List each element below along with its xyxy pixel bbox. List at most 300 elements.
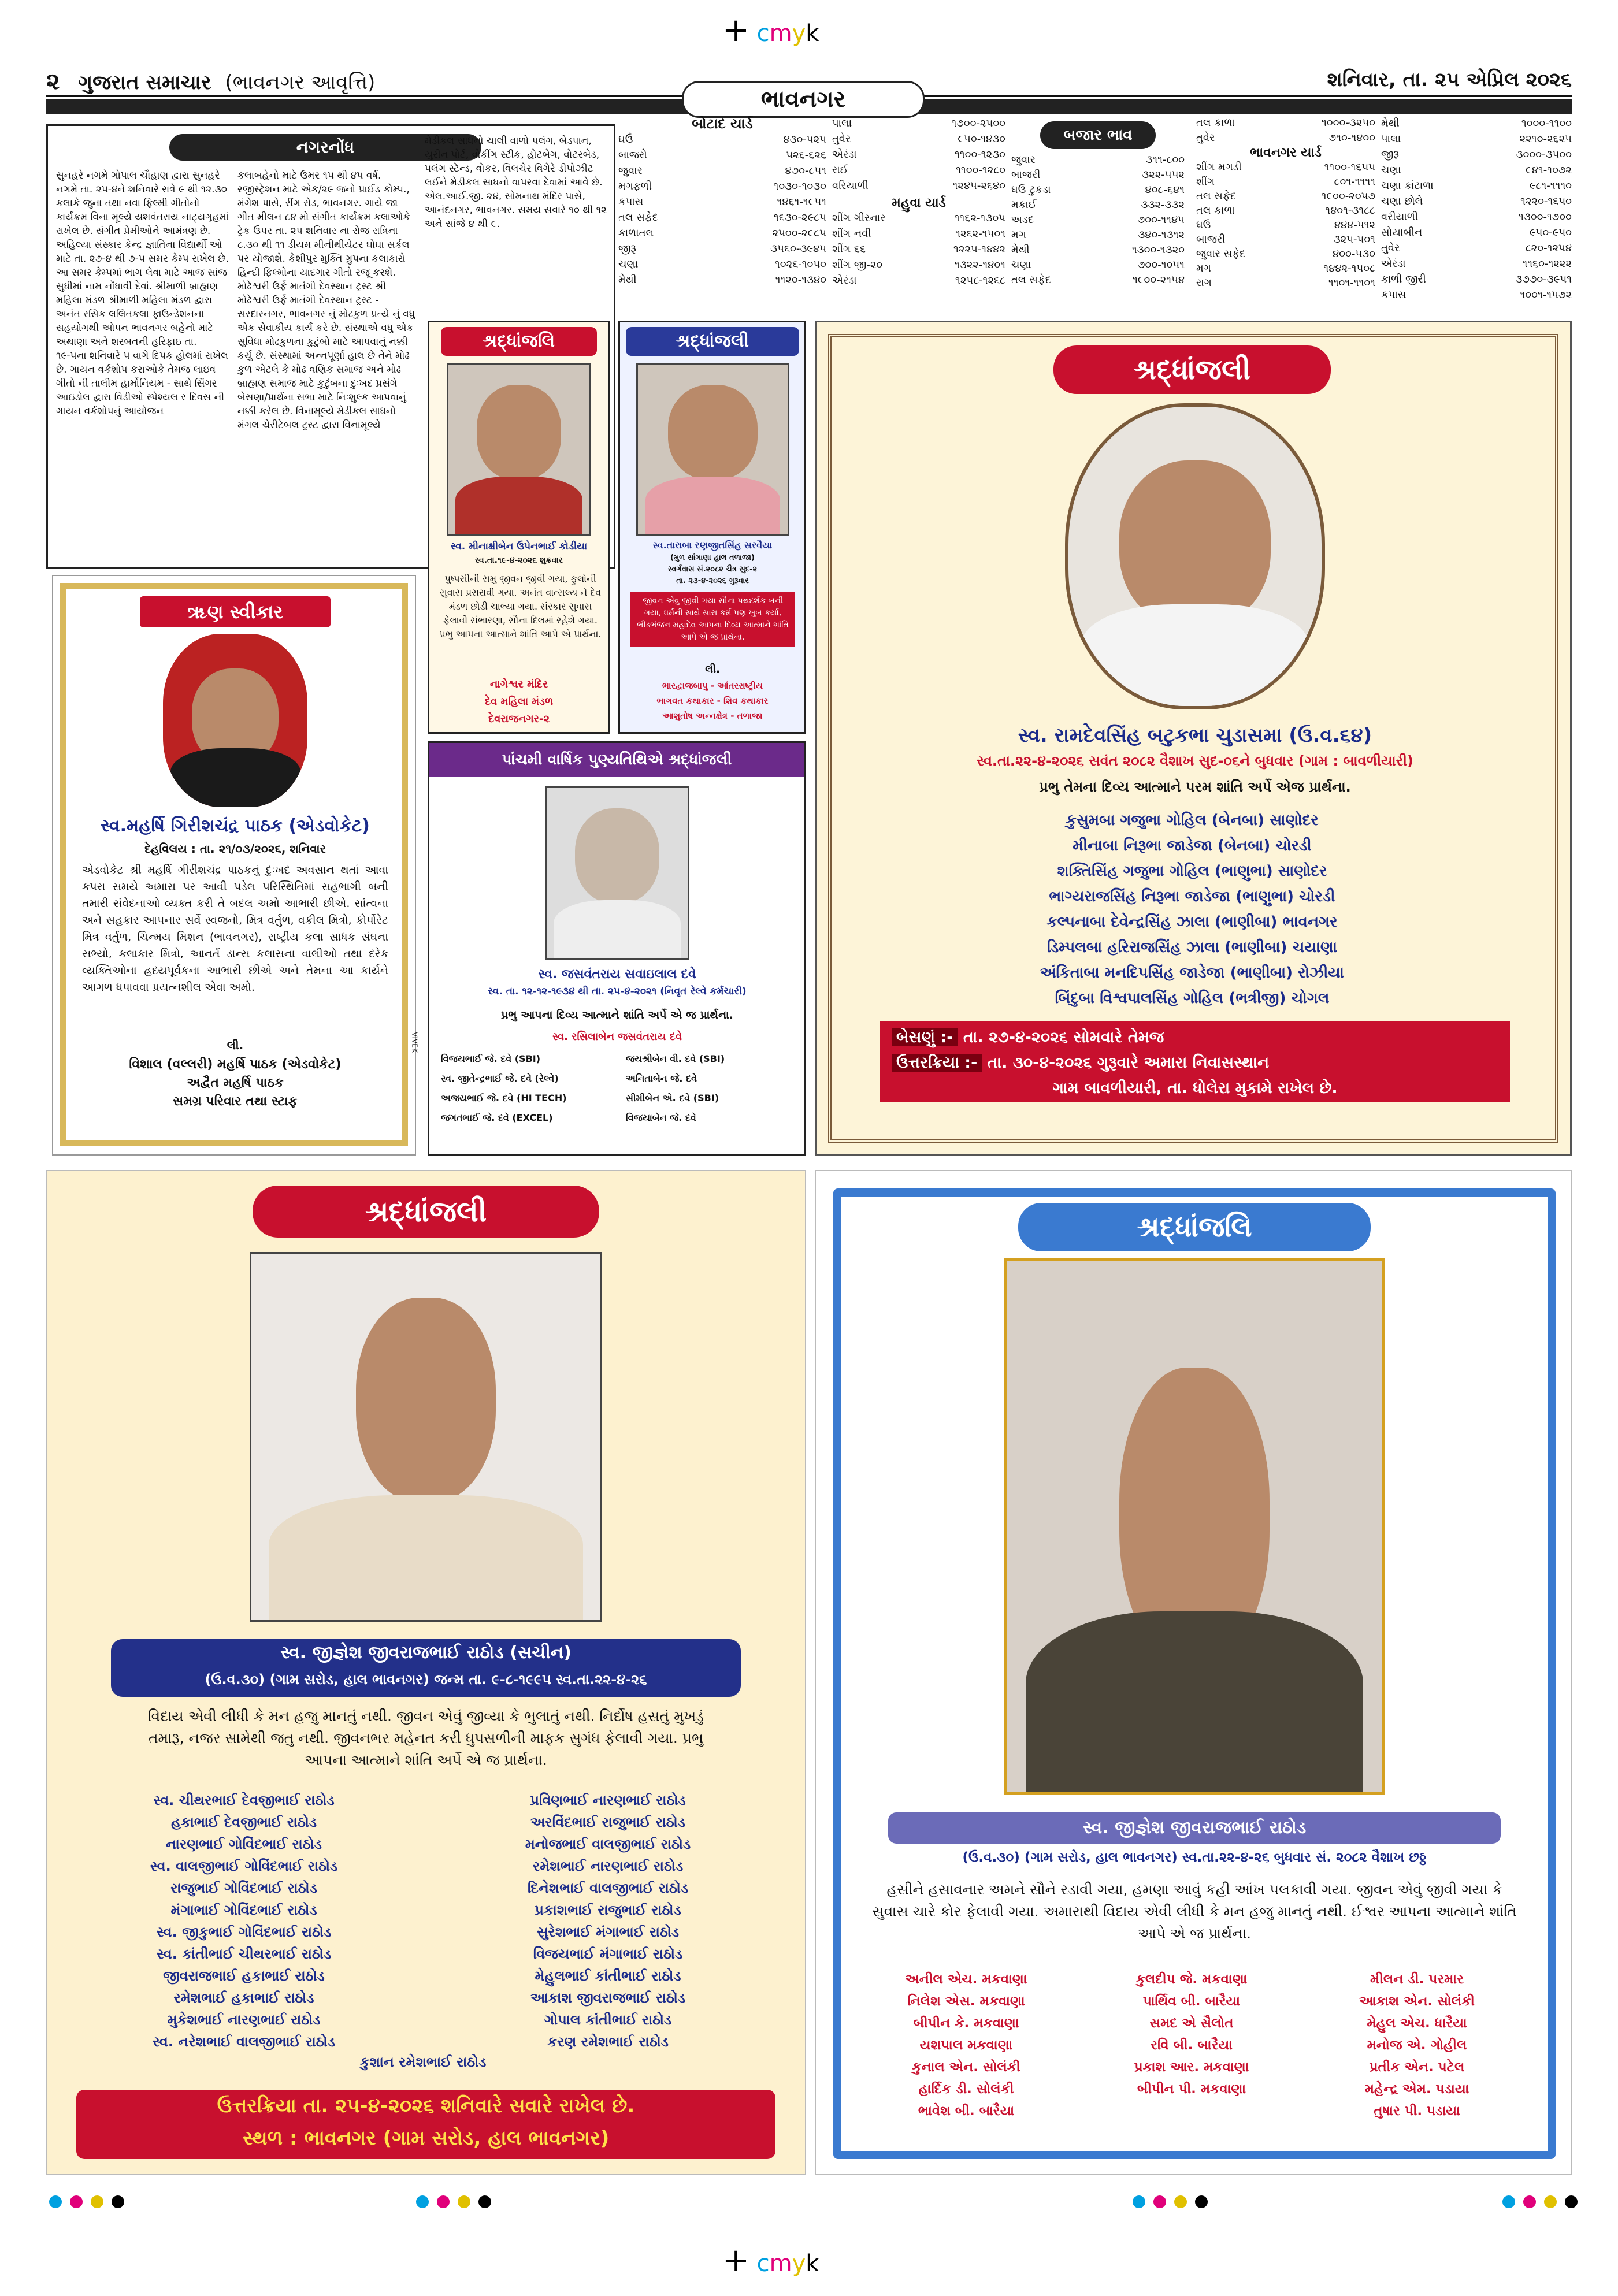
price-row xyxy=(832,210,1005,226)
commodity: બાજરી xyxy=(1196,233,1226,246)
price: ૧૦૩૦-૧૦૩૦ xyxy=(773,180,826,192)
punya-date: સ્વ. તા. ૧૨-૧૨-૧૯૩૪ થી તા. ૨૫-૪-૨૦૨૧ (નિવૃત રેલ્વે કર્મચારી) xyxy=(488,986,747,997)
ad5-title: શ્રદ્ધાંજલી xyxy=(1053,345,1331,394)
commodity: જુવાર xyxy=(1011,154,1036,166)
price: ૪૦૦-૫૩૦ xyxy=(1333,248,1375,260)
ad6-photo xyxy=(250,1252,602,1622)
price: ૧૯૦૦-૨૦૫૭ xyxy=(1321,190,1375,202)
name-entry: સ્વ. વાલજીભાઈ ગોવિંદભાઈ રાઠોડ xyxy=(150,1858,338,1874)
botad-yard xyxy=(618,116,826,312)
ad6-u1: ઉત્તરક્રિયા તા. ૨૫-૪-૨૦૨૬ શનિવારે સવારે રાખેલ છે. xyxy=(217,2094,635,2117)
tribute-ad-2 xyxy=(618,321,806,734)
commodity: તલ સફેદ xyxy=(1196,190,1236,202)
color-dots-mid1 xyxy=(416,2195,491,2208)
price: ૪૦૮-૬૪૧ xyxy=(1145,184,1185,196)
ad2-org-1: ભારદ્વાજબાપુ - આંતરરાષ્ટ્રીય xyxy=(662,681,763,691)
name-entry: પ્રતીક એન. પટેલ xyxy=(1369,2060,1465,2075)
price: ૩૫૬૦-૩૯૪૫ xyxy=(770,243,826,255)
price: ૨૨૧૦-૨૬૨૫ xyxy=(1519,133,1572,145)
price-row xyxy=(1381,131,1572,147)
price: ૧૧૦૦-૧૨૮૦ xyxy=(956,164,1005,176)
commodity: જુવાર સફેદ xyxy=(1196,248,1246,260)
color-dots-right xyxy=(1502,2195,1578,2208)
price-row xyxy=(1381,147,1572,162)
name-entry: મીલન ડી. પરમાર xyxy=(1370,1972,1464,1987)
ad7-sub: (ઉ.વ.૩૦) (ગામ સરોડ, હાલ ભાવનગર) સ્વ.તા.૨૨-૪-૨૬ બુધવાર સં. ૨૦૮૨ વૈશાખ છઠ્ઠ xyxy=(962,1850,1427,1865)
price: ૧૪૪૨-૧૫૦૮ xyxy=(1323,262,1375,274)
price-row xyxy=(832,242,1005,257)
price-row xyxy=(618,210,826,225)
price-row xyxy=(1011,258,1185,273)
ad6-sub: (ઉ.વ.૩૦) (ગામ સરોડ, હાલ ભાવનગર) જન્મ તા. ૯-૮-૧૯૯૫ સ્વ.તા.૨૨-૪-૨૬ xyxy=(205,1671,647,1688)
ad2-org-3: આશુતોષ અન્નક્ષેત્ર - તળાજા xyxy=(662,711,763,721)
name-entry: સ્વ. ચીથરભાઈ દેવજીભાઈ રાઠોડ xyxy=(153,1792,335,1808)
name-entry: મેહુલ એચ. ધારૈયા xyxy=(1367,2016,1467,2031)
rin-text: એડવોકેટ શ્રી મહર્ષિ ગીરીશચંદ્ર પાઠકનું દુઃખદ અવસાન થતાં આવા કપરા સમયે અમારા પર આવી પડેલ પરિસ્થિતિમાં સહભાગી બની તમારી સંવેદનાઓ વ્યક્ત કરી તે બદલ અમો આભારી છીએ. સાંત્વના અને સહકાર આપનાર સર્વે સ્વજનો, મિત્ર વર્તુળ, વકીલ મિત્રો, કોર્પોરેટ મિત્ર વર્તુળ, ચિન્મય મિશન (ભાવનગર), રાષ્ટ્રીય કલા સાધક સંઘના સભ્યો, કલાકાર મિત્રો, આનર્ત ડાન્સ કલાસના વાલીઓ તથા દરેક વ્યક્તિઓના હ્રદયપૂર્વકના આભારી છીએ અને તેમના આ કાર્યને આગળ ધપાવવા પ્રયત્નશીલ એવા અમો. xyxy=(82,864,388,994)
botad2-table xyxy=(832,116,1005,194)
rin-sign-2: અદ્વૈત મહર્ષિ પાઠક xyxy=(187,1076,284,1090)
ad5-pray: પ્રભુ તેમના દિવ્ય આત્માને પરમ શાંતિ અર્પે એજ પ્રાર્થના. xyxy=(1039,779,1351,795)
jignesh-ad-right xyxy=(815,1170,1572,2175)
ad1-date: સ્વ.તા.૧૯-૪-૨૦૨૬ શુક્રવાર xyxy=(474,556,563,565)
name-entry: બીપીન પી. મકવાણા xyxy=(1137,2082,1246,2097)
price: ૧૭૦૦-૨૫૦૦ xyxy=(951,117,1005,129)
price-row xyxy=(618,147,826,163)
commodity: જુવાર xyxy=(618,165,643,177)
price: ૭૦૦-૧૧૪૫ xyxy=(1137,214,1185,226)
punya-title: પાંચમી વાર્ષિક પુણ્યતિથિએ શ્રદ્ધાંજલી xyxy=(429,743,804,777)
mahuva-title: મહુવા યાર્ડ xyxy=(892,196,946,210)
price: ૧૦૦૦-૩૨૫૦ xyxy=(1321,117,1375,129)
registration-mark-bottom: + cmyk xyxy=(722,2242,819,2279)
name-entry: આકાશ એન. સોલંકી xyxy=(1359,1994,1475,2009)
commodity: કપાસ xyxy=(618,196,644,208)
commodity: વરીયાળી xyxy=(1381,211,1419,223)
ad6-title: શ્રદ્ધાંજલી xyxy=(253,1186,599,1238)
commodity: બાજરો xyxy=(618,149,647,161)
commodity: જીરૂ xyxy=(1381,148,1399,161)
bajar-bhav-title: બજાર ભાવ xyxy=(1040,121,1156,149)
commodity: ચણા xyxy=(1011,259,1031,271)
color-dots-mid2 xyxy=(1133,2195,1208,2208)
ad2-text: જીવન એવું જીવી ગયા સૌના પથદર્શક બની ગયા, ધર્મની સાથે સારા કર્મ પણ ખુબ કર્યા, ભીડભંજન મહાદેવ આપના દિવ્ય આત્માને શાંતિ આપે એ જ પ્રાર્થના. xyxy=(630,592,795,647)
ad7-col-3 xyxy=(1313,1968,1521,2122)
ad6-last: કુશાન રમેશભાઈ રાઠોડ xyxy=(359,2054,487,2070)
price-row xyxy=(618,194,826,210)
name-entry: મીનાબા નિરૂભા જાડેજા (બેનબા) ચોરડી xyxy=(1073,837,1312,855)
name-entry: મુકેશભાઈ નારણભાઈ રાઠોડ xyxy=(167,2012,321,2028)
name-entry: સ્વ. જીકુભાઈ ગોવિંદભાઈ રાઠોડ xyxy=(156,1924,332,1940)
ad2-cap2: (મુળ સાંગાણા હાલ તળાજા) xyxy=(670,553,755,562)
name-entry: સુરેશભાઈ મંગાભાઈ રાઠોડ xyxy=(536,1924,680,1940)
commodity: એરંડા xyxy=(1381,258,1406,270)
commodity: અડદ xyxy=(1011,214,1034,226)
name-entry: હકાભાઈ દેવજીભાઈ રાઠોડ xyxy=(170,1814,317,1830)
price: ૩૧૧-૮૦૦ xyxy=(1145,154,1185,166)
edition: (ભાવનગર આવૃત્તિ) xyxy=(225,71,376,94)
ad6-list-right xyxy=(446,1789,770,2053)
bhav-yard-top xyxy=(1196,116,1375,146)
color-dots-left xyxy=(49,2195,124,2208)
besanu-text: તા. ૨૭-૪-૨૦૨૬ સોમવારે તેમજ xyxy=(963,1028,1164,1046)
ad1-title: શ્રદ્ધાંજલિ xyxy=(441,327,597,356)
rin-photo xyxy=(163,634,307,807)
price-row xyxy=(618,272,826,288)
name-entry: યશપાલ મકવાણા xyxy=(919,2038,1013,2053)
commodity: વરિયાળી xyxy=(832,180,869,192)
price-row xyxy=(1381,116,1572,131)
name-entry: જગતભાઈ જે. દવે (EXCEL) xyxy=(441,1112,553,1123)
punya-list-left xyxy=(441,1049,614,1128)
commodity: ચણા છોલે xyxy=(1381,195,1423,207)
commodity: શીંગ મગડી xyxy=(1196,161,1242,173)
commodity: શીંગ જી-૨૦ xyxy=(832,259,883,271)
ad6-name-box xyxy=(111,1639,741,1697)
uttarkriya-place: ગામ બાવળીયારી, તા. ધોલેરા મુકામે રાખેલ છે. xyxy=(1052,1079,1338,1097)
commodity: પાલા xyxy=(1381,133,1401,145)
ad7-text: હસીને હસાવનાર અમને સૌને રડાવી ગયા, હમણા આવું કહી આંખ પલકાવી ગયા. જીવન એવું જીવી ગયા કે સુવાસ ચારે કોર ફેલાવી ગયા. અમારાથી વિદાય એવી લીધી કે મન હજુ માનતું નથી. ઈશ્વર આપના આત્માને શાંતિ આપે એ જ પ્રાર્થના. xyxy=(872,1881,1517,1942)
ad6-name: સ્વ. જીજ્ઞેશ જીવરાજભાઈ રાઠોડ (સચીન) xyxy=(280,1643,572,1663)
rin-li: લી. xyxy=(227,1038,244,1052)
ad5-besanu-box xyxy=(880,1021,1510,1102)
name-entry: રમેશભાઈ હકાભાઈ રાઠોડ xyxy=(173,1990,314,2006)
price-row xyxy=(1381,256,1572,272)
price: ૭૧૦-૧૪૦૦ xyxy=(1328,132,1375,144)
name-entry: આકાશ જીવરાજભાઈ રાઠોડ xyxy=(530,1990,685,2006)
price: ૧૨૬૨-૧૫૦૧ xyxy=(955,228,1005,240)
punya-photo xyxy=(545,786,689,960)
price-row xyxy=(1011,243,1185,258)
commodity: ઘઉં xyxy=(1196,219,1211,231)
price-row xyxy=(618,163,826,179)
price-row xyxy=(1011,273,1185,288)
commodity: શીંગ xyxy=(1196,176,1215,188)
name-entry: કરણ રમેશભાઈ રાઠોડ xyxy=(547,2034,669,2050)
price: ૧૧૬૦-૧૨૨૨ xyxy=(1522,258,1572,270)
commodity: મેથી xyxy=(618,274,637,286)
price: ૧૦૦૦-૧૧૦૦ xyxy=(1521,117,1572,129)
price: ૪૩૦-૫૨૫ xyxy=(783,133,826,146)
price: ૩૨૨-૫૫૨ xyxy=(1142,169,1185,181)
name-entry: કુસુમબા ગજુભા ગોહિલ (બેનબા) સાણોદર xyxy=(1066,812,1319,829)
commodity: ઘઉં xyxy=(618,133,633,146)
price-row xyxy=(618,225,826,241)
besanu-label: બેસણું :- xyxy=(892,1028,958,1046)
bhav-yard-table xyxy=(1196,160,1375,290)
name-entry: મનોજભાઈ વાલજીભાઈ રાઠોડ xyxy=(525,1836,691,1852)
price: ૯૫૦-૯૫૦ xyxy=(1529,226,1572,239)
rin-title: ૠણ સ્વીકાર xyxy=(140,596,331,627)
rin-name: સ્વ.મહર્ષિ ગિરીશચંદ્ર પાઠક (એડવોકેટ) xyxy=(101,816,370,836)
botad-title: બોટાદ યાર્ડ xyxy=(692,116,753,132)
name-entry: ડિમ્પલબા હરિરાજસિંહ ઝાલા (ભાણીબા) ચયાણા xyxy=(1047,939,1337,956)
tribute-ad-1 xyxy=(428,321,610,734)
name-entry: જીવરાજભાઈ હકાભાઈ રાઠોડ xyxy=(163,1968,325,1984)
price: ૯૮૧-૧૧૧૦ xyxy=(1529,180,1572,192)
name-entry: હાર્દિક ડી. સોલંકી xyxy=(918,2082,1014,2097)
name-entry: સ્વ. નરેશભાઈ વાલજીભાઈ રાઠોડ xyxy=(153,2034,335,2050)
ad7-col-1 xyxy=(862,1968,1070,2122)
name-entry: મહેન્દ્ર એમ. પડાયા xyxy=(1364,2082,1469,2097)
price-row xyxy=(1011,168,1185,183)
price: ૧૨૨૫-૧૪૪૨ xyxy=(953,243,1005,255)
ad1-photo xyxy=(447,363,591,536)
price-row xyxy=(1381,209,1572,225)
ad2-caption: સ્વ.તારાબા રણજીતસિંહ સરવૈયા xyxy=(652,540,773,551)
price-row xyxy=(1381,194,1572,209)
price-row xyxy=(618,257,826,272)
price-row xyxy=(618,179,826,194)
commodity: તલ સફેદ xyxy=(618,211,658,224)
price: ૧૩૦૦-૧૭૦૦ xyxy=(1519,211,1572,223)
ad1-caption: સ્વ. મીનાક્ષીબેન ઉપેનભાઈ કોડીયા xyxy=(450,541,588,552)
commodity: શીંગ નવી xyxy=(832,228,871,240)
name-entry: અનીલ એચ. મકવાણા xyxy=(905,1972,1027,1987)
bhavnagar-yard xyxy=(1196,116,1375,312)
section-title: ભાવનગર xyxy=(682,81,925,118)
name-entry: સ્વ. કાંતીભાઈ ચીથરભાઈ રાઠોડ xyxy=(156,1946,332,1962)
commodity: મગ xyxy=(1196,262,1211,274)
commodity: તલ કાળા xyxy=(1196,205,1235,217)
punya-pray: પ્રભુ આપના દિવ્ય આત્માને શાંતિ અર્પે એ જ પ્રાર્થના. xyxy=(500,1009,734,1021)
name-entry: રાજુભાઈ ગોવિંદભાઈ રાઠોડ xyxy=(170,1880,317,1896)
commodity: તુવેર xyxy=(1196,132,1215,144)
uttarkriya-label: ઉત્તરક્રિયા :- xyxy=(892,1054,982,1072)
commodity: કપાસ xyxy=(1381,289,1407,301)
price: ૧૦૨૬-૧૦૫૦ xyxy=(774,258,826,270)
name-entry: બિંદુબા વિશ્વપાલસિંહ ગોહિલ (ભત્રીજી) ચોગલ xyxy=(1055,990,1330,1007)
ad7-title: શ્રદ્ધાંજલિ xyxy=(1018,1203,1371,1251)
price-row xyxy=(832,131,1005,147)
ad2-li: લી. xyxy=(705,663,720,675)
name-entry: કલ્પનાબા દેવેન્દ્રસિંહ ઝાલા (ભાણીબા) ભાવનગર xyxy=(1046,913,1338,931)
commodity: તલ કાળા xyxy=(1196,117,1235,129)
name-entry: પ્રકાશભાઈ રાજુભાઈ રાઠોડ xyxy=(535,1902,681,1918)
bajar-bhav xyxy=(1011,116,1185,312)
ad6-text: વિદાય એવી લીધી કે મન હજુ માનતું નથી. જીવન એવું જીવ્યા કે ભુલાતું નથી. નિર્દોષ હસતું મુખડું તમારૂ, નજર સામેથી જતુ નથી. જીવનભર મહેનત કરી ધુપસળીની માફક સુગંધ ફેલાવી ગયા. પ્રભુ આપના આત્માને શાંતિ અર્પે એ જ પ્રાર્થના. xyxy=(147,1708,704,1769)
name-entry: રવિ બી. બારૈયા xyxy=(1151,2038,1233,2053)
commodity: શીંગ ગીરનાર xyxy=(832,212,886,224)
name-entry: જયશ્રીબેન વી. દવે (SBI) xyxy=(626,1053,725,1064)
price: ૯૪૧-૧૦૭૨ xyxy=(1526,164,1572,176)
page-number: ૨ xyxy=(46,68,60,95)
price: ૨૫૦૦-૨૯૮૫ xyxy=(772,227,826,239)
commodity: મગફળી xyxy=(618,180,652,192)
price-row xyxy=(1196,203,1375,218)
price-row xyxy=(618,241,826,257)
rin-swikar-ad xyxy=(52,575,419,1156)
price: ૩૨૫-૫૦૧ xyxy=(1333,233,1375,246)
ad1-org xyxy=(432,676,606,728)
commodity: ચણા xyxy=(1381,164,1401,176)
price-row xyxy=(1011,183,1185,198)
name-entry: વિજયભાઈ મંગાભાઈ રાઠોડ xyxy=(533,1946,683,1962)
price-row xyxy=(832,147,1005,162)
price-row xyxy=(1196,247,1375,261)
price-row xyxy=(1381,162,1572,178)
price: ૧૧૦૦-૧૨૩૦ xyxy=(954,148,1005,161)
price: ૫૨૬-૬૨૬ xyxy=(786,149,826,161)
registration-mark-top: + cmyk xyxy=(722,12,819,49)
rin-date: દેહવિલય : તા. ૨૧/૦૩/૨૦૨૬, શનિવાર xyxy=(144,842,326,856)
ad5-names xyxy=(903,808,1481,1011)
ad5-date: સ્વ.તા.૨૨-૪-૨૦૨૬ સવંત ૨૦૮૨ વૈશાખ સુદ-૦૬ને બુધવાર (ગામ : બાવળીયારી) xyxy=(977,753,1413,769)
commodity: એરંડા xyxy=(832,148,857,161)
name-entry: ભાગ્યરાજસિંહ નિરૂભા જાડેજા (ભાણુભા) ચોરડી xyxy=(1049,888,1335,905)
rin-sign-3: સમગ્ર પરિવાર તથા સ્ટાફ xyxy=(173,1094,298,1109)
price-row xyxy=(1011,153,1185,168)
name-entry: વિજયભાઈ જે. દવે (SBI) xyxy=(441,1053,541,1064)
uttarkriya-text: તા. ૩૦-૪-૨૦૨૬ ગુરૂવારે અમારા નિવાસસ્થાન xyxy=(987,1054,1270,1072)
punyatithi-ad xyxy=(428,741,806,1156)
ad1-text: પુષ્પસીની સમુ જીવન જીવી ગયા, ફુલોની સુવાસ પ્રસરાવી ગયા. અનંત વાત્સલ્ય ને દેવ મંડળ છોડી ચાલ્યા ગયા. સંસ્કાર સુવાસ ફેલાવી સંભારણા, સૌના દિલમાં રહેશે ગયા. પ્રભુ આપના આત્માને શાંતિ આપે એ પ્રાર્થના. xyxy=(439,573,602,640)
ad6-u2: સ્થળ : ભાવનગર (ગામ સરોડ, હાલ ભાવનગર) xyxy=(242,2127,610,2150)
commodity: રાઈ xyxy=(832,164,848,176)
commodity: તુવેર xyxy=(1381,242,1400,254)
nagar-col-3: મેડીકલ સાધનો ચાલી વાળો પલંગ, બેડપાન, યુરીન પોર્ટ, વોકીંગ સ્ટીક, હોટબેગ, વોટરબેડ, પલંગ સ્ટેન્ડ, વોકર, વિલચેર વિગેરે ડીપોઝીટ લઈને મેડીકલ સાધનો વાપરવા દેવામાં આવે છે. એલ.આઈ.જી. ૨૪, સોમનાથ મંદિર પાસે, આનંદનગર, ભાવનગર. સમય સવારે ૧૦ થી ૧૨ અને સાંજે ૪ થી ૯. xyxy=(425,135,607,230)
name-entry: કુલદીપ જે. મકવાણા xyxy=(1135,1972,1248,1987)
bhav-yard-title: ભાવનગર યાર્ડ xyxy=(1250,146,1322,160)
name-entry: બીપીન કે. મકવાણા xyxy=(913,2016,1019,2031)
price: ૩૪૦-૧૩૧૨ xyxy=(1138,229,1185,241)
commodity: એરંડા xyxy=(832,274,857,287)
name-entry: દિનેશભાઈ વાલજીભાઈ રાઠોડ xyxy=(527,1880,689,1896)
nagar-nondh-title: નગરનોંધ xyxy=(169,134,481,161)
ad7-photo xyxy=(1004,1258,1385,1795)
price-row xyxy=(1196,276,1375,290)
commodity: મેથી xyxy=(1011,244,1030,256)
name-entry: પ્રકાશ આર. મકવાણા xyxy=(1134,2060,1249,2075)
price-row xyxy=(1196,174,1375,189)
commodity: મગ xyxy=(1011,229,1026,241)
name-entry: શક્તિસિંહ ગજુભા ગોહિલ (ભાણુભા) સાણોદર xyxy=(1057,863,1327,880)
botad-yard-2 xyxy=(832,116,1005,312)
name-entry: પાર્થિવ બી. બારૈયા xyxy=(1143,1994,1240,2009)
ad7-col-2 xyxy=(1088,1968,1296,2100)
price-row xyxy=(1381,225,1572,240)
name-entry: નિલેશ એસ. મકવાણા xyxy=(907,1994,1025,2009)
price-row xyxy=(1196,218,1375,232)
commodity: મકાઈ xyxy=(1011,199,1037,211)
commodity: બાજરી xyxy=(1011,169,1041,181)
name-entry: સીમીબેન એ. દવે (SBI) xyxy=(626,1093,719,1104)
ad2-cap3: સ્વર્ગવાસ સં.૨૦૮૨ ચૈત્ર સુદ-૨ xyxy=(667,565,758,574)
commodity: તુવેર xyxy=(832,133,851,145)
commodity: જીરૂ xyxy=(618,243,636,255)
name-entry: રમેશભાઈ નારણભાઈ રાઠોડ xyxy=(532,1858,684,1874)
price-row xyxy=(832,226,1005,242)
commodity: મેથી xyxy=(1381,117,1400,129)
bajar-table xyxy=(1011,153,1185,288)
name-entry: મેહુલભાઈ કાંતીભાઈ રાઠોડ xyxy=(535,1968,681,1984)
mahuva-table xyxy=(832,210,1005,288)
price: ૧૩૨૨-૧૪૦૧ xyxy=(954,259,1005,271)
price-row xyxy=(1011,213,1185,228)
name-entry: અનિતાબેન જે. દવે xyxy=(626,1073,697,1084)
commodity: ચણા xyxy=(618,258,639,270)
name-entry: મંગાભાઈ ગોવિંદભાઈ રાઠોડ xyxy=(170,1902,317,1918)
price-row xyxy=(1196,261,1375,276)
price: ૧૩૦૦-૧૩૨૦ xyxy=(1131,244,1185,256)
name-entry: વિજયાબેન જે. દવે xyxy=(626,1112,696,1123)
botad-table xyxy=(618,132,826,288)
price: ૧૨૫૮-૧૨૬૮ xyxy=(955,274,1005,287)
price: ૪૪૪-૫૧૨ xyxy=(1334,219,1375,231)
price-row xyxy=(1011,198,1185,213)
commodity: શીંગ ૬૬ xyxy=(832,243,866,255)
name-entry: પ્રવિણભાઈ નારણભાઈ રાઠોડ xyxy=(530,1792,686,1808)
price-row xyxy=(1196,131,1375,146)
name-entry: ભાવેશ બી. બારૈયા xyxy=(918,2104,1015,2119)
name-entry: અંકિતાબા મનદિપસિંહ જાડેજા (ભાણીબા) રોઝીયા xyxy=(1040,964,1344,982)
price-row xyxy=(1196,189,1375,203)
rin-vivek: VIVEK xyxy=(410,1032,419,1053)
bhavnagar-yard-2 xyxy=(1381,116,1572,312)
price: ૮૨૦-૧૨૫૪ xyxy=(1525,242,1572,254)
ad2-org-2: ભાગવત કથાકાર - શિવ કથાકાર xyxy=(656,696,769,706)
price: ૮૦૧-૧૧૧૧ xyxy=(1334,176,1375,188)
commodity: સોયાબીન xyxy=(1381,226,1423,239)
commodity: ઘઉં ટુકડા xyxy=(1011,184,1051,196)
price-row xyxy=(832,116,1005,131)
price-row xyxy=(1381,178,1572,194)
price: ૧૨૪૫-૨૬૪૦ xyxy=(952,180,1005,192)
price-row xyxy=(832,273,1005,288)
price: ૧૪૬૧-૧૯૫૧ xyxy=(777,196,826,208)
paper-name: ગુજરાત સમાચાર xyxy=(78,71,211,94)
punya-list-right xyxy=(626,1049,799,1128)
price-row xyxy=(1381,240,1572,256)
price: ૩૩૨-૩૩૨ xyxy=(1141,199,1185,211)
price: ૧૧૨૦-૧૩૪૦ xyxy=(775,274,826,286)
price-row xyxy=(1196,116,1375,131)
name-entry: મનોજ એ. ગોહીલ xyxy=(1367,2038,1467,2053)
price-row xyxy=(618,132,826,147)
price-row xyxy=(832,162,1005,178)
commodity: તલ સફેદ xyxy=(1011,274,1051,286)
price: ૧૪૦૧-૩૧૮૮ xyxy=(1325,205,1375,217)
nagar-col-1: સુનહરે નગમે ગોપાલ ચૌહાણ દ્વારા સુનહરે નગમે તા. ૨૫-૪ને શનિવારે રાત્રે ૯ થી ૧૨.૩૦ કલાકે જુના તથા નવા ફિલ્મી ગીતોનો કાર્યક્રમ વિના મૂલ્યે યશવંતરાય નાટ્યગૃહમાં રાખેલ છે. સંગીત પ્રેમીઓને આમંત્રણ છે. અહિલ્યા સંસ્કાર કેન્દ્ર જ્ઞાતિના વિદ્યાર્થી ઓ માટે તા. ૨૭-૪ થી ૭-૫ સમર કેમ્પ રાખેલ છે. આ સમર કેમ્પમાં ભાગ લેવા માટે આજ સાંજ સુધીમાં નામ નોંધાવી દેવાં. શ્રીમાળી બ્રાહ્મણ મહિલા મંડળ શ્રીમાળી મહિલા મંડળ દ્વારા અનંત રસિક લલિતકલા ફાઉન્ડેશનના સહયોગથી ઓપન ભાવનગર બહેનો માટે અથાણા અને શરબતની હરિફાઇ તા. ૧૯-૫ના શનિવારે ૫ વાગે દિપક હોલમાં રાખેલ છે. ગાયન વર્કશોપ કરાઓકે તેમજ લાઇવ ગીતો ની તાલીમ હાર્મોનિયમ - સાથે સિંગર આઇડોલ દ્વારા વિડીઓ સ્પેશ્યલ ર દિવસ ની ગાયન વર્કશોપનું આયોજન xyxy=(56,170,229,417)
name-entry: કુનાલ એન. સોલંકી xyxy=(912,2060,1020,2075)
commodity: કાળાતલ xyxy=(618,227,654,239)
price-row xyxy=(1011,228,1185,243)
name-entry: સમદ એ સૈલોત xyxy=(1149,2016,1234,2031)
ad2-title: શ્રદ્ધાંજલી xyxy=(626,327,799,356)
price-row xyxy=(1196,232,1375,247)
price-row xyxy=(832,257,1005,273)
rin-sign xyxy=(70,1056,400,1111)
price-row xyxy=(1196,160,1375,174)
name-entry: તુષાર પી. પડાયા xyxy=(1374,2104,1460,2119)
price: ૧૧૬૨-૧૩૦૫ xyxy=(954,212,1005,224)
rin-sign-1: વિશાલ (વલ્લરી) મહર્ષિ પાઠક (એડવોકેટ) xyxy=(129,1057,342,1072)
price: ૧૦૦૧-૧૫૭૨ xyxy=(1520,289,1572,301)
name-entry: અજયભાઈ જે. દવે (HI TECH) xyxy=(441,1093,567,1104)
name-entry: અરવિંદભાઈ રાજુભાઈ રાઠોડ xyxy=(530,1814,685,1830)
price: ૧૧૦૦-૧૬૫૫ xyxy=(1324,161,1375,173)
price: ૧૧૦૧-૧૧૦૧ xyxy=(1328,277,1375,289)
ramdevsinh-ad xyxy=(815,321,1572,1156)
punya-name: સ્વ. જસવંતરાય સવાઇલાલ દવે xyxy=(538,967,696,982)
name-entry: સ્વ. જીતેન્દ્રભાઈ જે. દવે (રેલ્વે) xyxy=(441,1073,559,1084)
price: ૯૫૦-૧૪૩૦ xyxy=(958,133,1005,145)
price: ૧૬૩૦-૨૯૮૫ xyxy=(773,211,826,224)
nagar-col-2: કલાબહેનો માટે ઉંમર ૧૫ થી ૪૫ વર્ષ. રજીસ્ટ્રેશન માટે એક/૨૯ જનો પ્રાઈડ કોમ્પ., મંગેશ પાસે, રીંગ રોડ, ભાવનગર. ગાયે જા ગીત મીલન ૮૪ મો સંગીત કાર્યક્રમ કલાઓકે ટ્રેક ઉપર તા. ૨૫ શનિવાર ના રોજ રાત્રિના ૮.૩૦ થી ૧૧ ડીયમ મીનીથીયેટર ઘોઘા સર્કલ પર યોજાશે. કેશીપુર મુક્તિ ગ્રુપના કલાકારો હિન્દી ફિલ્મોના યાદગાર ગીતો રજૂ કરશે. મોઢેશ્વરી ઉર્ફે માતંગી દેવસ્થાન ટ્રસ્ટ શ્રી મોઢેશ્વરી ઉર્ફે માતંગી દેવસ્થાન ટ્રસ્ટ - સરદારનગર, ભાવનગર નું મોઢકુળ પ્રત્યે નું વધુ એક સેવાકીય કાર્ય કરે છે. સંસ્થાએ વધુ એક સુવિધા મોઢકુળના કુટુંબો માટે આપવાનું નક્કી કર્યુ છે. સંસ્થામાં અન્નપૂર્ણા હાલ છે તેને મોઢ કુળ એટલે કે મોઢ વણિક સમાજ અને મોઢ બ્રાહ્મણ સમાજ માટે કુટુંબના દુઃખદ પ્રસંગે બેસણા/પ્રાર્થના સભા માટે નિઃશુલ્ક આપવાનું નક્કી કરેલ છે. વિનામૂલ્યે મેડીકલ સાધનો મંગલ ચેરીટેબલ ટ્રસ્ટ દ્વારા વિનામૂલ્યે xyxy=(237,170,415,431)
ad1-org-1: નાગેશ્વર મંદિર xyxy=(489,678,548,690)
commodity: કાળી જીરી xyxy=(1381,273,1426,285)
price: ૭૦૦-૧૦૫૧ xyxy=(1138,259,1185,271)
ad1-org-3: દેવરાજનગર-૨ xyxy=(488,713,550,725)
